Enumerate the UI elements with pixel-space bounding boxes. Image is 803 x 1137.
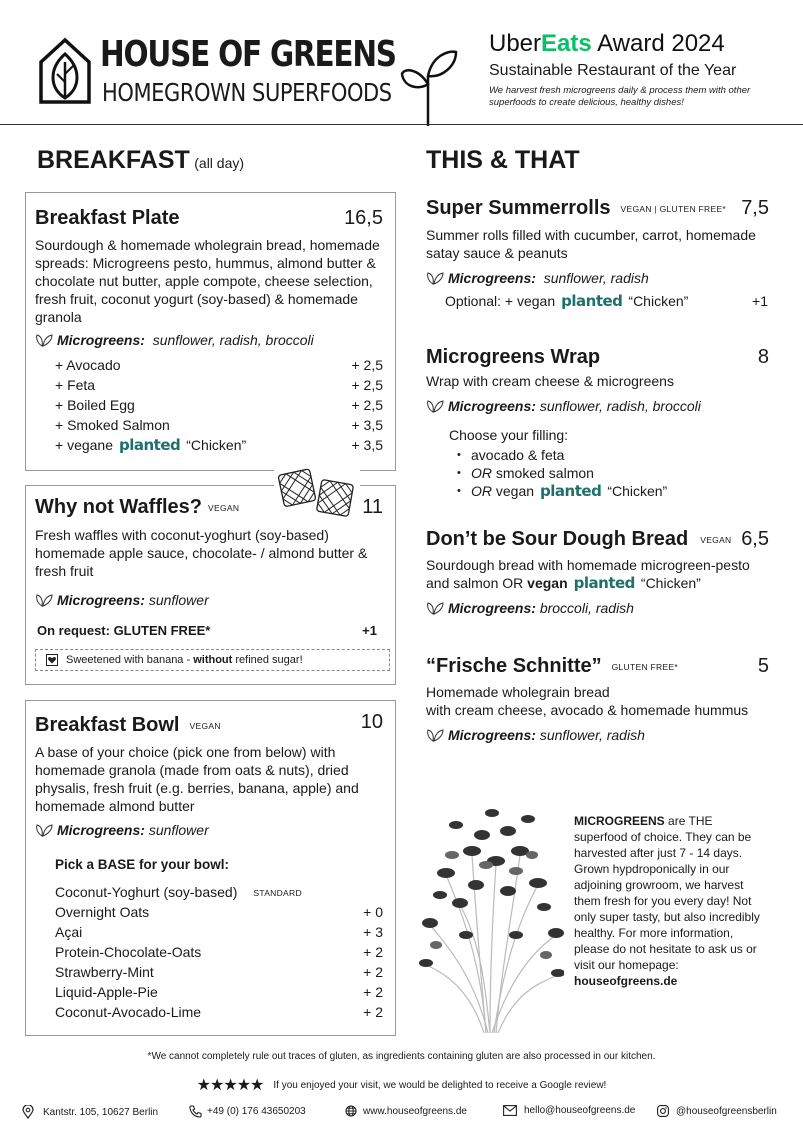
contact-phone[interactable]: +49 (0) 176 43650203: [189, 1105, 306, 1118]
gluten-free-price: +1: [362, 623, 377, 638]
base-row: [55, 902, 383, 922]
waffles-desc: Fresh waffles with coconut-yoghurt (soy-based) homemade apple sauce, chocolate- / almond butter & fresh fruit: [35, 527, 368, 579]
breakfast-subtitle: (all day): [194, 155, 245, 171]
microgreen-leaf-icon: [426, 728, 444, 742]
header-divider: [0, 124, 803, 125]
five-stars-icon: ★★★★★: [196, 1077, 264, 1094]
schnitte-price: 5: [757, 655, 769, 677]
breakfast-heading: [37, 146, 244, 175]
optional-label: Optional: + vegan: [445, 293, 556, 309]
breakfast-plate-extras: [55, 355, 383, 455]
microgreens-value: sunflower: [148, 592, 209, 608]
bowl-title-row: [35, 714, 221, 737]
phone-icon: [189, 1105, 202, 1118]
bowl-title: Breakfast Bowl: [35, 714, 180, 736]
microgreens-photo: [416, 795, 564, 1035]
optional-price: +1: [752, 293, 768, 309]
extra-label: + Feta: [55, 377, 96, 393]
filling-title: Choose your filling:: [449, 427, 569, 443]
base-label: Overnight Oats: [55, 904, 150, 920]
base-row: [55, 962, 383, 982]
microgreens-label: Microgreens:: [448, 600, 536, 616]
extra-price: + 2,5: [351, 357, 383, 373]
base-price: + 2: [363, 944, 383, 960]
review-text: If you enjoyed your visit, we would be delighted to receive a Google review!: [273, 1080, 607, 1091]
planted-logo: planted: [540, 482, 602, 500]
filling-item: • avocado & feta: [471, 446, 667, 464]
contact-address: Kantstr. 105, 10627 Berlin: [22, 1105, 158, 1119]
breakfast-plate-title: Breakfast Plate: [35, 207, 180, 229]
base-title: Pick a BASE for your bowl:: [55, 857, 230, 872]
microgreens-value: sunflower, radish: [543, 270, 649, 286]
wrap-desc: Wrap with cream cheese & microgreens: [426, 373, 674, 389]
microgreen-leaf-icon: [35, 823, 53, 837]
base-price: + 3: [363, 924, 383, 940]
microgreens-value: sunflower, radish, broccoli: [152, 332, 314, 348]
extra-label: + Avocado: [55, 357, 121, 373]
summerrolls-title: Super Summerrolls: [426, 197, 611, 219]
heart-icon: [46, 654, 58, 666]
sourdough-title: Don’t be Sour Dough Bread: [426, 528, 689, 550]
summerrolls-price: 7,5: [741, 197, 769, 219]
schnitte-title: “Frische Schnitte”: [426, 655, 602, 677]
summerrolls-title-row: [426, 197, 726, 220]
breakfast-bowl-card: [25, 700, 396, 1036]
wrap-microgreens: [426, 398, 701, 414]
wrap-price: 8: [757, 346, 769, 368]
breakfast-plate-microgreens: [35, 332, 314, 348]
filling-item: • OR vegan planted “Chicken”: [471, 482, 667, 500]
microgreen-leaf-icon: [426, 271, 444, 285]
contact-web[interactable]: www.houseofgreens.de: [345, 1105, 467, 1117]
extra-price: + 3,5: [351, 437, 383, 453]
extra-price: + 2,5: [351, 397, 383, 413]
microgreen-leaf-icon: [35, 593, 53, 607]
extra-label: + vegane: [55, 437, 113, 453]
schnitte-microgreens: [426, 727, 645, 743]
waffles-title-row: [35, 496, 239, 519]
summerrolls-optional: [445, 291, 768, 311]
award-year: Award 2024: [597, 30, 725, 57]
schnitte-tag: GLUTEN FREE*: [611, 661, 679, 672]
base-label: Açai: [55, 924, 83, 940]
wrap-filling: [449, 426, 667, 500]
waffles-title: Why not Waffles?: [35, 496, 203, 518]
microgreens-label: Microgreens:: [57, 332, 145, 348]
microgreens-value: broccoli, radish: [539, 600, 634, 616]
this-that-title: THIS & THAT: [426, 146, 580, 174]
base-price: + 2: [363, 984, 383, 1000]
schnitte-desc: Homemade wholegrain bread with cream cheese, avocado & homemade hummus: [426, 684, 749, 718]
sourdough-microgreens: [426, 600, 634, 616]
bowl-price: 10: [360, 711, 383, 733]
wrap-title: Microgreens Wrap: [426, 346, 601, 368]
award-subtitle: Sustainable Restaurant of the Year: [489, 62, 737, 79]
homepage-link[interactable]: houseofgreens.de: [574, 974, 678, 988]
location-pin-icon: [22, 1105, 34, 1119]
filling-item: • OR smoked salmon: [471, 464, 667, 482]
base-row-standard: [55, 882, 383, 902]
base-row: [55, 942, 383, 962]
base-price: + 2: [363, 1004, 383, 1020]
microgreen-leaf-icon: [35, 333, 53, 347]
brand-subtitle: HOMEGROWN SUPERFOODS: [102, 78, 392, 107]
extra-price: + 3,5: [351, 417, 383, 433]
base-price: + 2: [363, 964, 383, 980]
sweetened-text: Sweetened with banana - without refined sugar!: [66, 654, 303, 666]
sourdough-tag: VEGAN: [700, 534, 732, 545]
planted-logo: planted: [561, 292, 623, 310]
standard-tag: STANDARD: [253, 888, 302, 899]
waffles-price: 11: [362, 496, 383, 518]
sourdough-desc: Sourdough bread with homemade microgreen-pesto and salmon OR vegan planted “Chicken”: [426, 557, 750, 592]
extra-row: [55, 355, 383, 375]
house-logo-icon: [37, 36, 93, 104]
waffles-microgreens: [35, 592, 209, 608]
base-price: + 0: [363, 904, 383, 920]
contact-email[interactable]: hello@houseofgreens.de: [503, 1105, 635, 1116]
breakfast-plate-price: 16,5: [344, 207, 383, 229]
summerrolls-tag: VEGAN | GLUTEN FREE*: [620, 203, 727, 214]
sprout-icon: [398, 46, 460, 126]
base-row: [55, 982, 383, 1002]
microgreens-value: sunflower, radish, broccoli: [539, 398, 701, 414]
summerrolls-desc: Summer rolls filled with cucumber, carrot, homemade satay sauce & peanuts: [426, 227, 756, 261]
base-row: [55, 1002, 383, 1022]
optional-suffix: “Chicken”: [628, 293, 689, 309]
filling-list: [449, 446, 667, 500]
extra-label: + Boiled Egg: [55, 397, 135, 413]
gluten-disclaimer: *We cannot completely rule out traces of gluten, as ingredients containing gluten are also processed in our kitchen.: [147, 1051, 656, 1062]
extra-row: [55, 435, 383, 455]
breakfast-plate-card: [25, 192, 396, 471]
microgreens-label: Microgreens:: [448, 398, 536, 414]
globe-icon: [345, 1105, 357, 1117]
waffles-tag: VEGAN: [208, 502, 240, 513]
mail-icon: [503, 1105, 517, 1116]
award-uber: Uber: [489, 30, 542, 57]
base-label: Coconut-Avocado-Lime: [55, 1004, 202, 1020]
planted-logo: planted: [573, 574, 635, 592]
microgreens-label: Microgreens:: [448, 270, 536, 286]
summerrolls-microgreens: [426, 270, 649, 286]
microgreens-label: Microgreens:: [57, 822, 145, 838]
waffle-icon: [272, 462, 362, 524]
extra-suffix: “Chicken”: [186, 437, 247, 453]
sweetened-note: [35, 649, 390, 671]
microgreen-leaf-icon: [426, 399, 444, 413]
base-label: Strawberry-Mint: [55, 964, 154, 980]
base-label: Protein-Chocolate-Oats: [55, 944, 202, 960]
sourdough-title-row: [426, 528, 731, 551]
microgreen-leaf-icon: [426, 601, 444, 615]
gluten-free-label: On request: GLUTEN FREE*: [37, 623, 211, 638]
review-line: [0, 1075, 803, 1095]
bowl-desc: A base of your choice (pick one from below) with homemade granola (made from oats & nuts), dried physalis, fresh fruit (e.g. berries, banana, apple) and homemade almond butter: [35, 744, 359, 814]
breakfast-title: BREAKFAST: [37, 146, 190, 174]
planted-logo: planted: [119, 436, 181, 454]
award-line: [489, 30, 725, 58]
base-label: Coconut-Yoghurt (soy-based): [55, 884, 238, 900]
extra-row: [55, 415, 383, 435]
extra-row: [55, 375, 383, 395]
base-row: [55, 922, 383, 942]
instagram-icon: [657, 1105, 669, 1117]
schnitte-title-row: [426, 655, 678, 678]
gluten-free-row: [37, 623, 377, 638]
award-eats: Eats: [541, 30, 592, 57]
microgreens-value: sunflower, radish: [539, 727, 645, 743]
microgreens-label: Microgreens:: [57, 592, 145, 608]
bowl-microgreens: [35, 822, 209, 838]
microgreens-label: Microgreens:: [448, 727, 536, 743]
base-list: [55, 882, 383, 1022]
extra-label: + Smoked Salmon: [55, 417, 170, 433]
contact-instagram[interactable]: @houseofgreensberlin: [657, 1105, 777, 1117]
bowl-tag: VEGAN: [189, 720, 221, 731]
microgreens-info: MICROGREENS are THE superfood of choice. They can be harvested after just 7 - 14 days. Grown hypdroponically in our adjoining growroom, we harvest them fresh for you every day! Not only super tasty, but also incredibly healthy. For more information, please do not hesitate to ask us or visit our homepage: houseofgreens.de: [574, 814, 760, 988]
base-label: Liquid-Apple-Pie: [55, 984, 158, 1000]
brand-title: HOUSE OF GREENS: [100, 34, 396, 75]
sourdough-price: 6,5: [741, 528, 769, 550]
award-note: We harvest fresh microgreens daily & process them with other superfoods to create delicious, healthy dishes!: [489, 85, 751, 108]
extra-row: [55, 395, 383, 415]
breakfast-plate-desc: Sourdough & homemade wholegrain bread, homemade spreads: Microgreens pesto, hummus, almond butter & chocolate nut butter, apple compote, cheese selection, fresh fruit, coconut yogurt (soy-based) & homemade granola: [35, 237, 380, 325]
microgreens-value: sunflower: [148, 822, 209, 838]
extra-price: + 2,5: [351, 377, 383, 393]
